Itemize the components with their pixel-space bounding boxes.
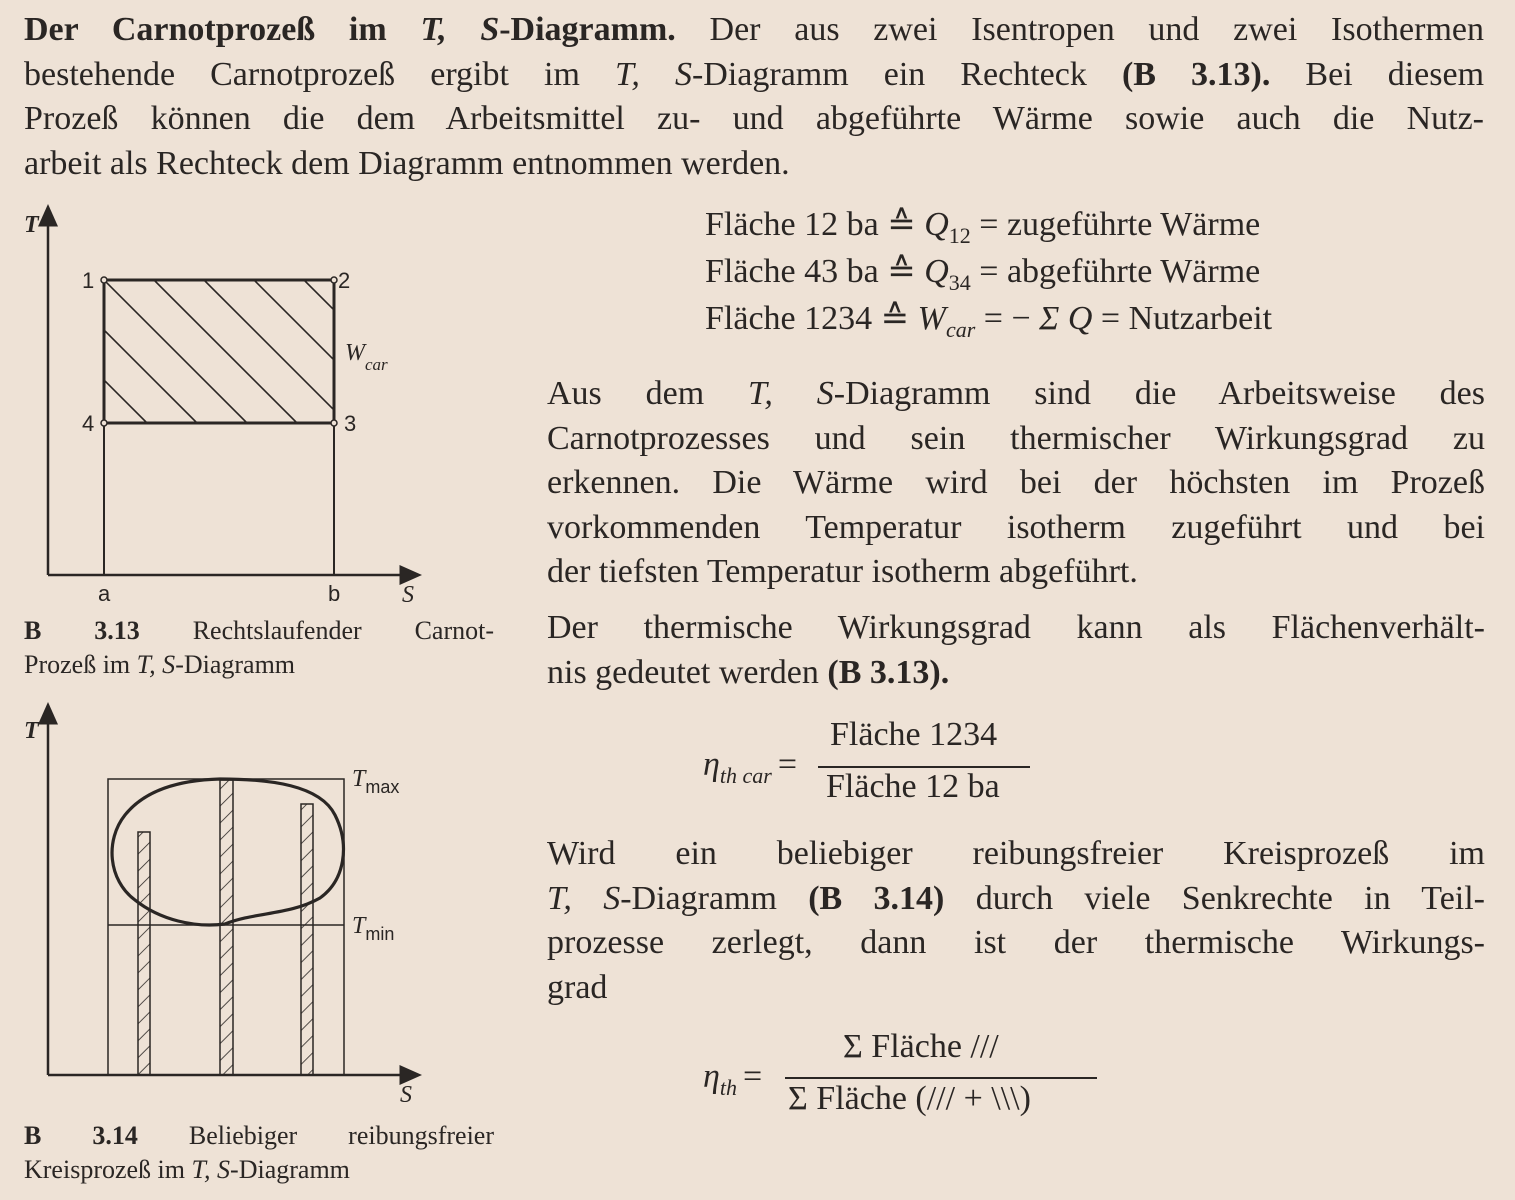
caption-b314-line-1 — [24, 1119, 494, 1153]
eta-car-numerator: Fläche 1234 — [830, 716, 998, 753]
equation-q12 — [705, 204, 1260, 249]
p2-ts: T, S — [748, 375, 834, 412]
eq2-text-2: = abgeführte Wärme — [970, 253, 1261, 290]
eq3-text-3: = Nutzarbeit — [1092, 300, 1273, 337]
tmin-symbol: T — [352, 913, 366, 939]
p4-line-1: Wird ein beliebiger reibungsfreier Kreisprozeß im — [547, 835, 1485, 872]
caption-b313-line-2 — [24, 648, 494, 682]
intro-text-2a: bestehende Carnotprozeß ergibt im — [24, 55, 580, 93]
caption-ts: T, S — [136, 650, 176, 679]
caption-ts: T, S — [191, 1155, 231, 1184]
strip-2 — [220, 780, 233, 1075]
caption-text: Beliebiger reibungsfreier — [188, 1121, 494, 1150]
caption-text: Rechtslaufender Carnot- — [192, 616, 494, 645]
caption-id: B 3.14 — [24, 1121, 138, 1150]
eta-sub: th car — [719, 763, 772, 788]
label-b: b — [328, 581, 341, 606]
caption-id: B 3.13 — [24, 616, 140, 645]
intro-ts: T, S — [614, 55, 692, 93]
intro-paragraph — [24, 8, 1484, 186]
label-4: 4 — [82, 411, 95, 436]
eq1-text-2: = zugeführte Wärme — [970, 206, 1261, 243]
paragraph-3 — [547, 606, 1485, 695]
intro-line-2 — [24, 53, 1484, 98]
strip-3 — [301, 804, 313, 1075]
eq2-q: Q — [924, 253, 949, 290]
equation-wcar — [705, 298, 1272, 343]
carnot-cycle — [104, 280, 334, 423]
eta-th-symbol — [703, 1058, 762, 1101]
p4-ts: T, S — [547, 879, 621, 917]
p2-line-2: Carnotprozesses und sein thermischer Wirkungsgrad zu — [547, 419, 1485, 457]
s-axis-label: S — [400, 1082, 412, 1108]
equation-q34 — [705, 251, 1260, 296]
eq3-sumq: Σ Q — [1039, 300, 1093, 337]
point-1 — [101, 277, 107, 283]
label-a: a — [98, 581, 111, 606]
p4-text-2b: durch viele Senkrechte in Teil- — [975, 879, 1485, 917]
intro-text-2b: -Diagramm ein Rechteck — [691, 55, 1087, 93]
caption-text-2a: Prozeß im — [24, 650, 131, 679]
eta-symbol: η — [703, 746, 720, 783]
w-sub: car — [365, 355, 388, 374]
caption-b314-line-2 — [24, 1153, 494, 1187]
w-symbol: W — [345, 340, 365, 366]
tmax-label — [352, 766, 399, 797]
figure-ref: (B 3.13). — [827, 653, 950, 691]
label-2: 2 — [338, 268, 351, 293]
figure-ref: (B 3.14) — [808, 879, 945, 917]
intro-text-2c: Bei diesem — [1305, 55, 1485, 93]
caption-b313 — [24, 614, 494, 682]
hatch-area — [104, 280, 440, 423]
p4-line-2 — [547, 877, 1485, 922]
caption-text-2a: Kreisprozeß im — [24, 1155, 186, 1184]
point-3 — [331, 420, 337, 426]
tmax-sub: max — [365, 777, 400, 797]
tmin-label — [352, 913, 394, 944]
p2-line-5: der tiefsten Temperatur isotherm abgeführt. — [547, 553, 1138, 590]
p4-line-3: prozesse zerlegt, dann ist der thermische Wirkungs- — [547, 924, 1485, 961]
paragraph-4 — [547, 832, 1485, 1010]
intro-line-1 — [24, 8, 1484, 53]
s-axis-label: S — [402, 582, 414, 608]
caption-text-2b: -Diagramm — [230, 1155, 350, 1184]
eq3-w: W — [917, 300, 946, 337]
eta-th-denominator: Σ Fläche (/// + \\\) — [788, 1080, 1031, 1117]
point-2 — [331, 277, 337, 283]
p2-text-1b: -Diagramm sind die Arbeitsweise des — [833, 375, 1485, 412]
figure-b313 — [20, 200, 440, 610]
p2-line-1 — [547, 372, 1485, 417]
eq1-sub: 12 — [948, 223, 971, 248]
p2-text-1a: Aus dem — [547, 375, 705, 412]
section-heading — [24, 11, 676, 48]
figure-b314 — [20, 700, 440, 1110]
eq2-sub: 34 — [948, 270, 971, 295]
t-axis-label: T — [24, 718, 39, 744]
eq2-text: Fläche 43 ba ≙ — [705, 253, 925, 290]
eta-car-denominator: Fläche 12 ba — [826, 768, 1000, 805]
eta-th-numerator: Σ Fläche /// — [843, 1028, 999, 1065]
p4-line-4: grad — [547, 968, 608, 1006]
tmax-symbol: T — [352, 766, 366, 792]
tmin-sub: min — [365, 924, 395, 944]
equals-sign: = — [743, 1058, 763, 1095]
caption-b314 — [24, 1119, 494, 1187]
intro-line-4: arbeit als Rechteck dem Diagramm entnommen werden. — [24, 144, 790, 182]
eq1-q: Q — [924, 206, 949, 243]
eta-symbol: η — [703, 1058, 720, 1095]
w-label — [345, 340, 388, 374]
t-axis-label: T — [24, 212, 39, 238]
intro-line-3: Prozeß können die dem Arbeitsmittel zu- und abgeführte Wärme sowie auch die Nutz- — [24, 100, 1484, 137]
label-3: 3 — [344, 411, 357, 436]
p3-line-2 — [547, 651, 1485, 696]
equals-sign: = — [777, 746, 798, 783]
paragraph-2 — [547, 372, 1485, 595]
strip-1 — [138, 832, 150, 1075]
eq1-text: Fläche 12 ba ≙ — [705, 206, 925, 243]
label-1: 1 — [82, 268, 95, 293]
figure-ref: (B 3.13). — [1121, 55, 1271, 93]
caption-b313-line-1 — [24, 614, 494, 648]
caption-text-2b: -Diagramm — [175, 650, 296, 679]
p2-line-4: vorkommenden Temperatur isotherm zugeführt und bei — [547, 508, 1485, 546]
intro-text-1: Der aus zwei Isentropen und zwei Isothermen — [709, 11, 1485, 48]
fraction-bar-th — [785, 1077, 1097, 1079]
heading-text-2: -Diagramm. — [499, 11, 676, 48]
point-4 — [101, 420, 107, 426]
p2-line-3: erkennen. Die Wärme wird bei der höchsten im Prozeß — [547, 464, 1485, 501]
eta-car-symbol — [703, 746, 797, 789]
p4-text-2a: -Diagramm — [620, 879, 777, 917]
eq3-text-2: = − — [975, 300, 1040, 337]
p3-line-1: Der thermische Wirkungsgrad kann als Flächenverhält- — [547, 609, 1485, 646]
p3-text-2: nis gedeutet werden — [547, 653, 819, 691]
heading-text: Der Carnotprozeß im — [24, 11, 387, 48]
eq3-sub: car — [945, 317, 976, 342]
eta-sub: th — [719, 1075, 737, 1100]
eq3-text: Fläche 1234 ≙ — [705, 300, 918, 337]
heading-ts: T, S — [420, 11, 500, 48]
